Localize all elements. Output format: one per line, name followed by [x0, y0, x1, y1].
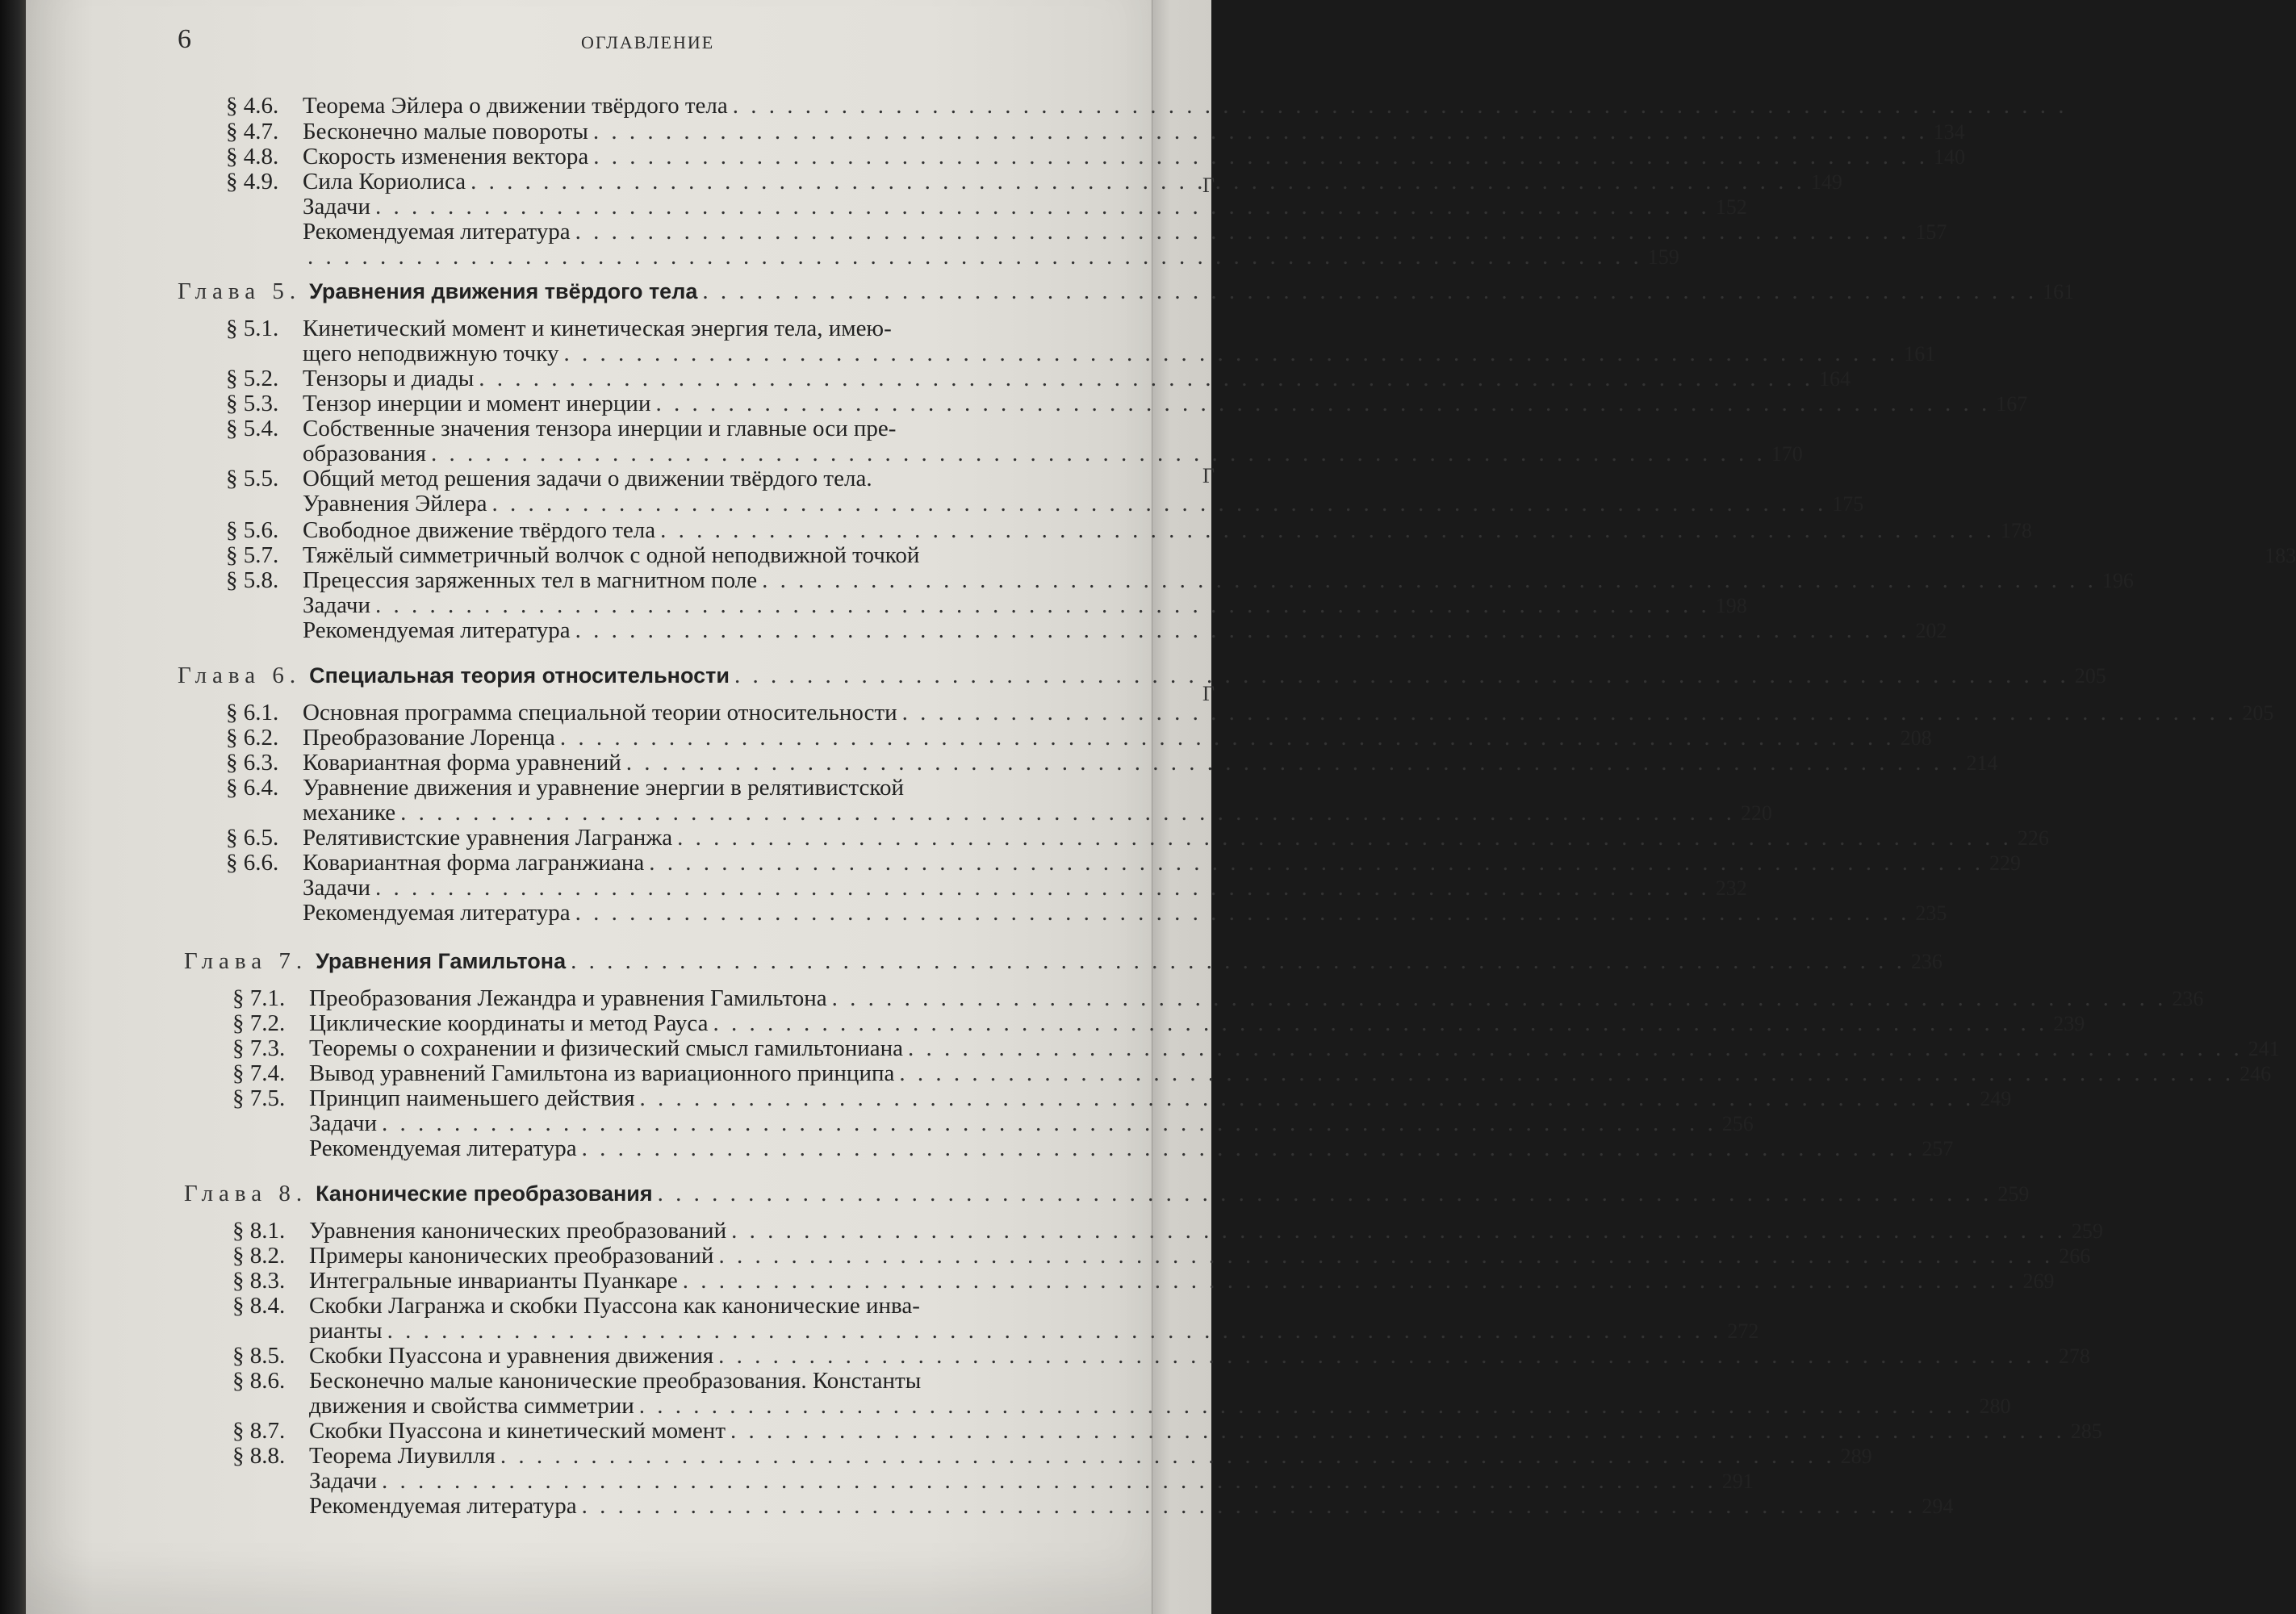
page-ref: 202 [1915, 619, 1947, 642]
dot-leader [382, 1111, 1717, 1136]
chapter-number: Глава 8. [184, 1181, 308, 1206]
toc-row [226, 441, 1803, 466]
page-ref: 280 [1979, 1394, 2011, 1418]
section-title: Теорема Лиувилля [309, 1443, 496, 1469]
toc-row [226, 617, 1947, 643]
section-number: § 6.4. [226, 775, 279, 801]
facing-page-mark: Г [1202, 464, 1215, 487]
dot-leader [575, 901, 1910, 926]
toc-row [226, 219, 1947, 245]
page-ref: 134 [1933, 120, 1965, 144]
dot-leader [677, 826, 2012, 851]
dot-leader [479, 366, 1813, 391]
toc-row [226, 341, 1936, 366]
page-ref: 236 [2172, 987, 2204, 1010]
dot-leader [575, 220, 1910, 245]
section-title: Задачи [309, 1110, 377, 1136]
toc-row [226, 416, 1110, 441]
toc-row [232, 1268, 2055, 1294]
section-number: § 5.8. [226, 567, 279, 593]
section-number: § 7.3. [232, 1035, 286, 1061]
page-ref: 256 [1721, 1112, 1754, 1135]
page-ref: 259 [2071, 1219, 2103, 1243]
page-ref: 289 [1840, 1445, 1872, 1468]
page-ref: 285 [2070, 1420, 2102, 1443]
dot-leader [593, 119, 1928, 144]
chapter-title: Уравнения Гамильтона [316, 949, 567, 973]
page-ref: 205 [2074, 664, 2106, 688]
page-ref: 196 [2102, 569, 2134, 592]
page-ref: 152 [1715, 195, 1747, 219]
section-number: § 6.5. [226, 825, 279, 851]
section-title: Кинетический момент и кинетическая энергия тела, имею- [303, 316, 892, 341]
toc-row [232, 1418, 2102, 1444]
chapter-title: Специальная теория относительности [309, 663, 730, 688]
section-number: § 8.6. [232, 1368, 286, 1394]
dot-leader [660, 518, 1995, 543]
section-title: Уравнение движения и уравнение энергии в релятивистской [303, 775, 905, 801]
dot-leader [649, 851, 1984, 876]
section-number: § 5.7. [226, 542, 279, 568]
section-number: § 7.5. [232, 1085, 286, 1111]
dot-leader [733, 94, 2068, 119]
section-number: § 6.1. [226, 700, 279, 725]
toc-row [226, 592, 1747, 618]
page-ref: 278 [2058, 1344, 2090, 1368]
dot-leader [640, 1086, 1975, 1111]
running-title: ОГЛАВЛЕНИЕ [581, 32, 715, 52]
section-number: § 6.2. [226, 725, 279, 751]
page-ref: 229 [1989, 851, 2021, 875]
dot-leader [307, 245, 1642, 270]
dot-leader [387, 1319, 1722, 1344]
toc-row [232, 985, 2204, 1011]
section-number: § 8.2. [232, 1243, 286, 1269]
toc-row [226, 169, 1842, 194]
page-ref: 272 [1727, 1319, 1759, 1343]
dot-leader [500, 1444, 1835, 1469]
dot-leader [375, 593, 1710, 618]
section-number: § 7.2. [232, 1010, 286, 1036]
dot-leader [563, 341, 1898, 366]
section-title: Задачи [309, 1468, 377, 1494]
section-title: Основная программа специальной теории относительности [303, 700, 897, 725]
toc-row [226, 776, 1110, 801]
toc-row [226, 517, 2032, 543]
dot-leader [626, 751, 1961, 776]
toc-row [226, 850, 2021, 876]
page-ref: 178 [2000, 519, 2032, 542]
section-number: § 8.1. [232, 1218, 286, 1244]
section-number: § 4.7. [226, 119, 279, 144]
toc-row [232, 1468, 1754, 1494]
toc-row [226, 700, 2274, 725]
page-ref: 249 [1980, 1087, 2012, 1110]
toc-row [226, 245, 1679, 270]
dot-leader [702, 279, 2037, 304]
page-ref: 235 [1915, 901, 1947, 925]
section-title: Скобки Лагранжа и скобки Пуассона как канонические инва- [309, 1293, 920, 1319]
section-title: Бесконечно малые повороты [303, 119, 588, 144]
section-title: механике [303, 800, 396, 826]
facing-page-mark: Г [1202, 682, 1215, 705]
toc-row [232, 1218, 2103, 1244]
section-title: Скобки Пуассона и уравнения движения [309, 1343, 714, 1369]
toc-row [226, 391, 2028, 416]
section-number: § 6.3. [226, 750, 279, 776]
page-ref: 140 [1934, 145, 1966, 169]
section-number: § 7.1. [232, 985, 286, 1011]
section-number: § 5.6. [226, 517, 279, 543]
section-number: § 8.5. [232, 1343, 286, 1369]
section-number: § 4.6. [226, 93, 279, 119]
dot-leader [658, 1181, 1993, 1206]
dot-leader [731, 1219, 2066, 1244]
dot-leader [762, 568, 2097, 593]
section-title: рианты [309, 1318, 383, 1344]
section-number: § 5.1. [226, 316, 279, 341]
toc-row [226, 542, 2296, 568]
section-title: Скорость изменения вектора [303, 144, 589, 169]
dot-leader [491, 491, 1826, 516]
section-title: Интегральные инварианты Пуанкаре [309, 1268, 678, 1294]
section-title: образования [303, 441, 426, 466]
section-title: Ковариантная форма лагранжиана [303, 850, 645, 876]
section-number: § 8.3. [232, 1268, 286, 1294]
page-ref: 266 [2059, 1244, 2091, 1268]
toc-row [226, 725, 1932, 751]
toc-row [232, 1135, 1954, 1161]
section-title: Тензоры и диады [303, 366, 475, 391]
section-title: Сила Кориолиса [303, 169, 466, 194]
page-ref: 175 [1832, 492, 1864, 516]
section-title: Скобки Пуассона и кинетический момент [309, 1418, 726, 1444]
section-title: Задачи [303, 592, 370, 618]
toc-row [232, 1318, 1759, 1344]
section-number: § 4.9. [226, 169, 279, 194]
section-title: Рекомендуемая литература [309, 1135, 577, 1161]
chapter-number: Глава 6. [178, 663, 302, 688]
dot-leader [718, 1344, 2053, 1369]
toc-row [226, 900, 1947, 926]
page-ref: 205 [2242, 701, 2274, 725]
dot-leader [470, 169, 1805, 194]
dot-leader [655, 391, 1990, 416]
chapter-title: Уравнения движения твёрдого тела [309, 279, 698, 303]
toc-row [226, 366, 1851, 391]
dot-leader [832, 986, 2167, 1011]
section-title: Примеры канонических преобразований [309, 1243, 714, 1269]
page-ref: 161 [1904, 342, 1936, 366]
page-ref: 226 [2017, 826, 2049, 850]
dot-leader [375, 194, 1710, 220]
toc-row [232, 1110, 1754, 1136]
section-title: Релятивистские уравнения Лагранжа [303, 825, 673, 851]
dot-leader [560, 725, 1895, 751]
page-ref: 183 [2265, 544, 2296, 567]
page-ref: 159 [1647, 245, 1679, 269]
toc-row [232, 1343, 2090, 1369]
dot-leader [571, 949, 1905, 974]
toc-row [232, 1085, 2012, 1111]
toc-row [226, 750, 1998, 776]
book-spine-shadow [0, 0, 26, 1614]
page-ref: 198 [1715, 594, 1747, 617]
section-title: Задачи [303, 875, 370, 901]
section-title: движения и свойства симметрии [309, 1393, 634, 1419]
section-title: Теорема Эйлера о движении твёрдого тела [303, 93, 728, 119]
page-ref: 164 [1818, 367, 1851, 391]
section-title: Общий метод решения задачи о движении твёрдого тела. [303, 466, 872, 491]
section-number: § 7.4. [232, 1060, 286, 1086]
dot-leader [734, 663, 2069, 688]
chapter-number: Глава 7. [184, 948, 308, 974]
section-title: Свободное движение твёрдого тела [303, 517, 656, 543]
facing-page-mark: Г [1202, 174, 1215, 197]
page-ref: 294 [1922, 1495, 1954, 1518]
section-number: § 8.8. [232, 1443, 286, 1469]
page-ref: 246 [2240, 1062, 2272, 1085]
chapter-number: Глава 5. [178, 278, 302, 304]
toc-chapter-row [178, 278, 2075, 304]
section-number: § 8.7. [232, 1418, 286, 1444]
toc-chapter-row [184, 948, 1943, 974]
toc-row [232, 1035, 2280, 1061]
section-title: Ковариантная форма уравнений [303, 750, 621, 776]
toc-row [226, 94, 1110, 119]
dot-leader [575, 618, 1910, 643]
page-ref: 170 [1771, 442, 1803, 466]
page-ref: 157 [1915, 220, 1947, 244]
page-ref: 208 [1900, 726, 1932, 750]
dot-leader [718, 1244, 2053, 1269]
section-title: Уравнения канонических преобразований [309, 1218, 727, 1244]
section-title: Задачи [303, 194, 370, 220]
page-ref: 291 [1721, 1470, 1754, 1493]
section-number: § 6.6. [226, 850, 279, 876]
toc-row [226, 875, 1747, 901]
page-ref: 239 [2053, 1012, 2085, 1035]
toc-row [226, 119, 1965, 144]
toc-row [232, 1060, 2272, 1086]
page-number: 6 [178, 24, 191, 54]
page-ref: 241 [2248, 1037, 2280, 1060]
dot-leader [899, 1061, 2234, 1086]
toc-row [226, 800, 1772, 826]
section-title: Теоремы о сохранении и физический смысл гамильтониана [309, 1035, 904, 1061]
section-title: Бесконечно малые канонические преобразования. Константы [309, 1368, 922, 1394]
toc-row [232, 1443, 1872, 1469]
dot-leader [382, 1469, 1717, 1494]
toc-row [226, 491, 1864, 516]
dot-leader [730, 1419, 2065, 1444]
section-title: Рекомендуемая литература [309, 1493, 577, 1519]
dot-leader [582, 1494, 1917, 1519]
section-title: Циклические координаты и метод Рауса [309, 1010, 709, 1036]
page-ref: 214 [1966, 751, 1998, 775]
toc-row [226, 825, 2049, 851]
section-number: § 5.5. [226, 466, 279, 491]
section-title: Преобразования Лежандра и уравнения Гамильтона [309, 985, 827, 1011]
dot-leader [431, 441, 1766, 466]
page-ref: 167 [1996, 392, 2028, 416]
dot-leader [902, 700, 2237, 725]
section-title: Рекомендуемая литература [303, 219, 571, 245]
page-ref: 149 [1810, 170, 1842, 194]
toc-chapter-row [184, 1181, 2030, 1206]
section-title: Собственные значения тензора инерции и главные оси пре- [303, 416, 897, 441]
toc-row [232, 1493, 1954, 1519]
dot-leader [908, 1036, 2243, 1061]
toc-row [232, 1393, 2011, 1419]
section-number: § 4.8. [226, 144, 279, 169]
page-ref: 220 [1740, 801, 1772, 825]
toc-row [226, 567, 2134, 593]
dot-leader [400, 801, 1735, 826]
toc-chapter-row [178, 663, 2106, 688]
section-number: § 5.2. [226, 366, 279, 391]
toc-row [232, 1243, 2091, 1269]
section-title: Рекомендуемая литература [303, 900, 571, 926]
section-title: Прецессия заряженных тел в магнитном поле [303, 567, 758, 593]
section-number: § 5.4. [226, 416, 279, 441]
page-ref: 232 [1715, 876, 1747, 900]
section-number: § 5.3. [226, 391, 279, 416]
dot-leader [713, 1011, 2047, 1036]
page-ref: 259 [1997, 1182, 2030, 1206]
section-number: § 8.4. [232, 1293, 286, 1319]
dot-leader [639, 1394, 1974, 1419]
toc-row [226, 316, 1110, 341]
dot-leader [683, 1269, 2018, 1294]
section-title: Вывод уравнений Гамильтона из вариационного принципа [309, 1060, 895, 1086]
toc-row [232, 1294, 1116, 1319]
section-title: Преобразование Лоренца [303, 725, 555, 751]
toc-row [226, 194, 1747, 220]
dot-leader [375, 876, 1710, 901]
page-ref: 161 [2043, 280, 2075, 303]
toc-row [226, 466, 1110, 491]
toc-row [232, 1010, 2085, 1036]
page-ref: 236 [1910, 950, 1943, 973]
section-title: Принцип наименьшего действия [309, 1085, 635, 1111]
section-title: Уравнения Эйлера [303, 491, 487, 516]
toc-row [226, 144, 1966, 169]
dot-leader [593, 144, 1928, 169]
section-title: Тензор инерции и момент инерции [303, 391, 651, 416]
page-ref: 257 [1922, 1137, 1954, 1160]
section-title: Тяжёлый симметричный волчок с одной неподвижной точкой [303, 542, 920, 568]
chapter-title: Канонические преобразования [316, 1181, 653, 1206]
section-title: щего неподвижную точку [303, 341, 559, 366]
dot-leader [582, 1136, 1917, 1161]
page-ref: 269 [2022, 1269, 2055, 1293]
section-title: Рекомендуемая литература [303, 617, 571, 643]
toc-row [232, 1369, 1116, 1394]
